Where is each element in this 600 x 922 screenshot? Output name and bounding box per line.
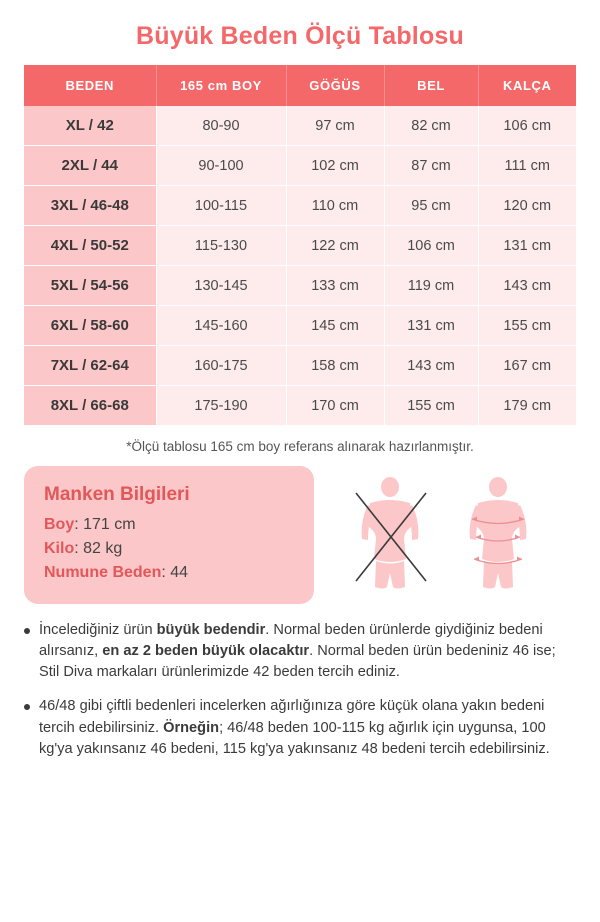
measurement-cell: 90-100 (156, 146, 286, 186)
body-figures (314, 466, 576, 604)
measurement-cell: 131 cm (384, 306, 478, 346)
model-info-separator: : (161, 564, 171, 581)
size-label-cell: 7XL / 62-64 (24, 346, 156, 386)
table-row (24, 226, 576, 266)
measurement-cell: 97 cm (286, 106, 384, 146)
bullet-text-segment: . Normal beden ürün bedeniniz 46 ise; Stil Diva markaları ürünlerimizde 42 beden tercih ediniz. (39, 643, 556, 681)
bullet-text-segment: 46/48 gibi çiftli bedenleri incelerken ağırlığınıza göre küçük olana yakın bedeni tercih edebilirsiniz. (39, 698, 545, 736)
measurement-cell: 102 cm (286, 146, 384, 186)
measurement-cell: 100-115 (156, 186, 286, 226)
table-row (24, 346, 576, 386)
measurement-cell: 82 cm (384, 106, 478, 146)
measurement-cell: 155 cm (384, 386, 478, 426)
size-label-cell: 3XL / 46-48 (24, 186, 156, 226)
measurement-cell: 106 cm (384, 226, 478, 266)
table-row (24, 186, 576, 226)
size-label-cell: XL / 42 (24, 106, 156, 146)
model-info-row (24, 466, 576, 604)
model-info-separator: : (74, 516, 84, 533)
measurement-cell: 160-175 (156, 346, 286, 386)
table-row (24, 106, 576, 146)
model-info-line (44, 516, 294, 534)
measurement-cell: 158 cm (286, 346, 384, 386)
bullet-text-segment: . Normal beden ürünlerde giydiğiniz bedeni alırsanız, (39, 622, 543, 660)
measurement-cell: 111 cm (478, 146, 576, 186)
measurement-cell: 179 cm (478, 386, 576, 426)
table-header-cell: BEL (384, 65, 478, 106)
table-header-cell: 165 cm BOY (156, 65, 286, 106)
bullet-item (24, 696, 576, 759)
model-info-label: Kilo (44, 540, 75, 557)
model-info-value: 44 (170, 564, 189, 581)
model-info-line (44, 540, 294, 558)
measurement-cell: 143 cm (384, 346, 478, 386)
model-info-label: Numune Beden (44, 564, 162, 581)
measurement-cell: 175-190 (156, 386, 286, 426)
measured-body-figure (446, 475, 550, 595)
size-guide-page (0, 22, 600, 922)
model-info-value: 82 kg (83, 540, 123, 557)
table-footnote: *Ölçü tablosu 165 cm boy referans alınarak hazırlanmıştır. (126, 439, 474, 454)
measurement-cell: 170 cm (286, 386, 384, 426)
size-label-cell: 5XL / 54-56 (24, 266, 156, 306)
bullet-item (24, 620, 576, 683)
crossed-body-figure (340, 475, 440, 595)
measurement-cell: 143 cm (478, 266, 576, 306)
measurement-cell: 122 cm (286, 226, 384, 266)
measurement-cell: 167 cm (478, 346, 576, 386)
measurement-cell: 155 cm (478, 306, 576, 346)
bullet-text-strong: büyük bedendir (156, 622, 266, 638)
model-info-line (44, 564, 294, 582)
measurement-cell: 119 cm (384, 266, 478, 306)
measurement-cell: 145 cm (286, 306, 384, 346)
bullet-text-strong: Örneğin (163, 719, 220, 736)
bullet-text-segment: ; 46/48 beden 100-115 kg ağırlık için uygunsa, 100 kg'ya yakınsanız 46 bedeni, 115 kg'ya yakınsanız 48 bedeni tercih edebilirsiniz. (39, 719, 550, 757)
measurement-cell: 145-160 (156, 306, 286, 346)
bullet-marker-icon (24, 628, 30, 634)
page-title: Büyük Beden Ölçü Tablosu (136, 22, 464, 50)
measurement-cell: 87 cm (384, 146, 478, 186)
measurement-cell: 133 cm (286, 266, 384, 306)
model-info-label: Boy (44, 516, 75, 533)
table-header-cell: KALÇA (478, 65, 576, 106)
model-info-card (24, 466, 314, 604)
table-row (24, 386, 576, 426)
table-header-cell: BEDEN (24, 65, 156, 106)
bullet-marker-icon (24, 704, 30, 710)
size-label-cell: 8XL / 66-68 (24, 386, 156, 426)
model-info-separator: : (74, 540, 84, 557)
measurement-cell: 80-90 (156, 106, 286, 146)
size-table (24, 65, 576, 426)
bullet-text (39, 696, 576, 759)
model-info-value: 171 cm (83, 516, 136, 533)
table-row (24, 266, 576, 306)
table-row (24, 146, 576, 186)
size-label-cell: 6XL / 58-60 (24, 306, 156, 346)
model-info-heading: Manken Bilgileri (44, 484, 190, 505)
measurement-cell: 130-145 (156, 266, 286, 306)
size-label-cell: 2XL / 44 (24, 146, 156, 186)
table-row (24, 306, 576, 346)
table-header-cell: GÖĞÜS (286, 65, 384, 106)
bullet-text-segment: İncelediğiniz ürün (39, 622, 157, 638)
table-header-row (24, 65, 576, 106)
measurement-cell: 115-130 (156, 226, 286, 266)
measurement-cell: 131 cm (478, 226, 576, 266)
size-label-cell: 4XL / 50-52 (24, 226, 156, 266)
bullet-text-strong: en az 2 beden büyük olacaktır (102, 643, 310, 660)
measurement-cell: 106 cm (478, 106, 576, 146)
bullet-text (39, 620, 576, 683)
measurement-cell: 110 cm (286, 186, 384, 226)
measurement-cell: 120 cm (478, 186, 576, 226)
guidance-bullets (24, 620, 576, 760)
measurement-cell: 95 cm (384, 186, 478, 226)
